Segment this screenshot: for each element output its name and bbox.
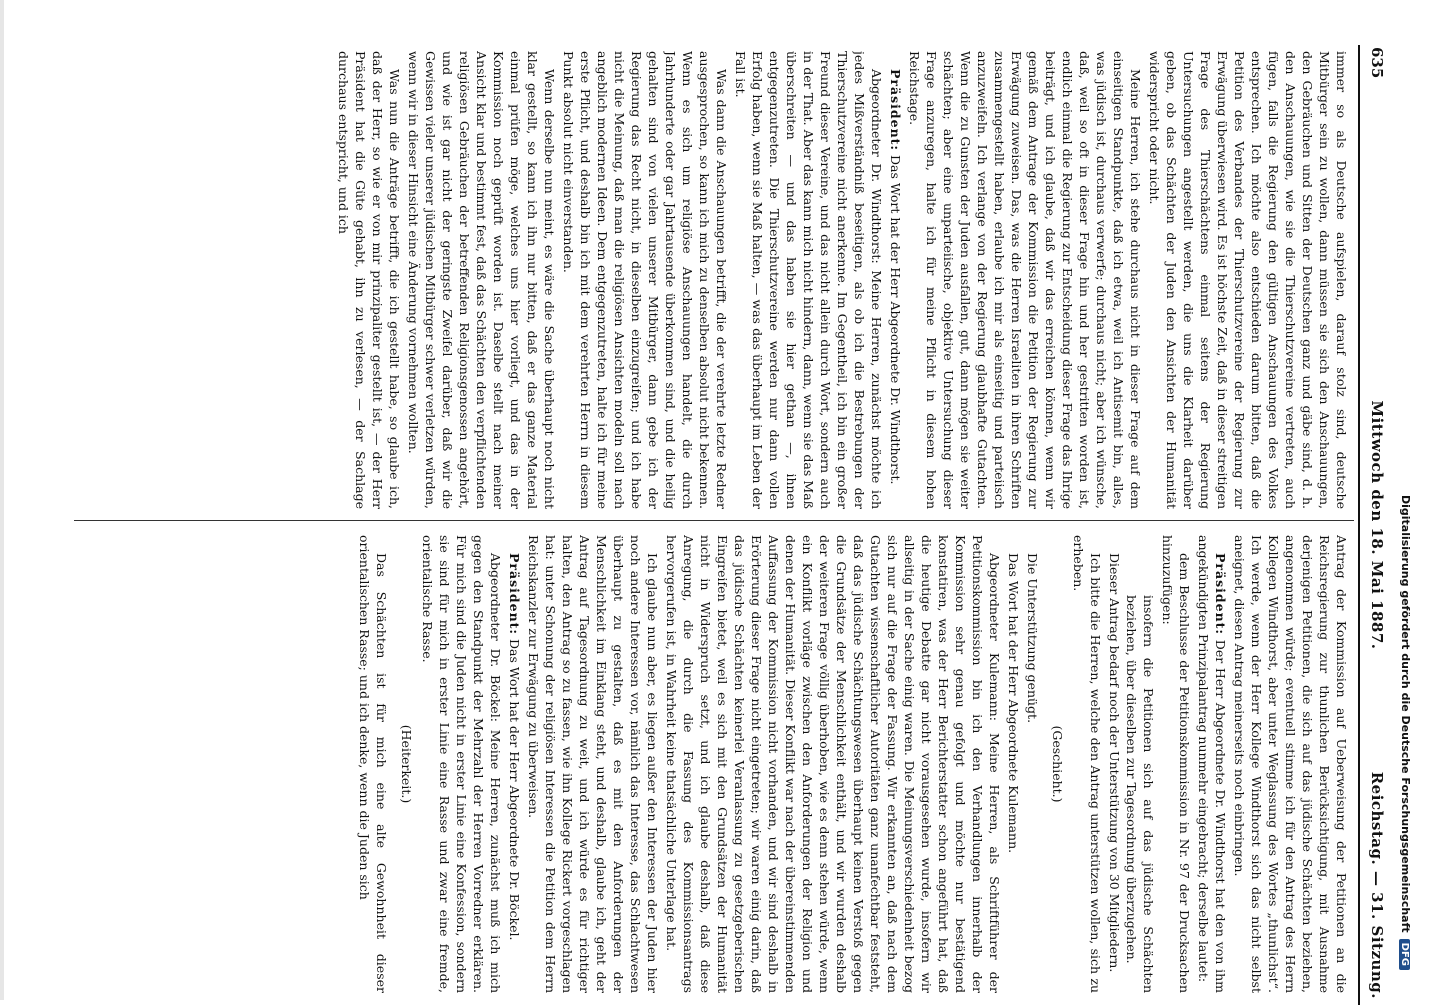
paragraph: Ich glaube nun aber, es liegen außer den Interessen der Juden hier noch andere Interessen vor, nämlich das Interesse, das Schlachtwesen überhaupt zu gestalten, daß es mit den Anforderungen der Menschlichkeit im Einklang steht, und deshalb, glaube ich, geht der Antrag auf Tagesordnung zu weit, und ich würde es für richtiger halten, den Antrag so zu fassen, wie ihn Kollege Rickert vorgeschlagen hat: unter Schonung der religiösen Interessen die Petition dem Herrn Reichskanzler zur Erwägung zu überweisen. [526, 535, 660, 993]
scan-edge [0, 0, 4, 1000]
paragraph: Meine Herren, ich stehe durchaus nicht in dieser Frage auf dem einseitigen Standpunkte, daß ich etwa, weil ich Antisemit bin, alles, was jüdisch ist, durchaus verwerfe; durchaus nicht; aber ich wünsche, daß, weil so oft in dieser Frage hin und her gestritten worden ist, endlich einmal die Regierung zur Entscheidung dieser Frage das Ihrige beiträgt, und ich glaube, daß wir das erreichen können, wenn wir gemäß dem Antrage der Kommission die Petition der Regierung zur Erwägung zuweisen. Das, was die Herren Israeliten in ihren Schriften zusammengestellt haben, erlaube ich mir als einseitig und parteiisch anzuzweifeln. Ich verlange von der Regierung glaubhafte Gutachten. Wenn die zu Gunsten der Juden ausfallen, gut, dann mögen sie weiter schächten; aber eine unparteiische, objektive Untersuchung dieser Frage anzuregen, halte ich für meine Pflicht in diesem hohen Reichstage. [907, 51, 1143, 509]
paragraph: Ich bitte die Herren, welche den Antrag unterstützen wollen, sich zu erheben. [1071, 535, 1103, 993]
paragraph: Antrag der Kommission auf Ueberweisung der Petitionen an die Reichsregierung zur thunlichen Berücksichtigung, mit Ausnahme derjenigen Petitionen, die sich auf das jüdische Schächten beziehen, angenommen würde; eventuell stimme ich für den Antrag des Herrn Kollegen Windthorst, aber unter Weglassung des Wortes „thunlichst“. Ich werde, wenn der Herr Kollege Windthorst sich das nicht selbst aneignet, diesen Antrag meinerseits noch einbringen. [1232, 535, 1349, 993]
remark-text: Das Wort hat der Herr Abgeordnete Dr. Böckel. [507, 639, 522, 941]
speaker-label: Präsident: [1213, 553, 1228, 636]
paragraph: Abgeordneter Dr. Windthorst: Meine Herren, zunächst möchte ich jedes Mißverständniß beseitigen, als ob ich die Bestrebungen der Thierschutzvereine nicht anerkenne. Im Gegentheil, ich bin ein großer Freund dieser Vereine, und das nicht allein durch Wort, sondern auch in der That. Aber das kann mich nicht hindern, dann, wenn sie das Maß überschreiten — und das haben sie hier gethan —, ihnen entgegenzutreten. Die Thierschutzvereine werden nur dann vollen Erfolg haben, wenn sie Maß halten, — was das überhaupt im Leben der Fall ist. [733, 51, 884, 509]
paragraph: Das Schächten ist für mich eine alte Gewohnheit dieser orientalischen Rasse; und ich denke, wenn die Juden sich [357, 535, 389, 993]
credit-text: Digitalisierung gefördert durch die Deutsche Forschungsgemeinschaft [1399, 494, 1412, 933]
reaction: (Geschieht.) [1050, 725, 1065, 803]
session-line: Reichstag. — 31. Sitzung. [1368, 771, 1386, 999]
paragraph: Die Unterstützung genügt. [1025, 553, 1040, 724]
dfg-logo: DFG [1399, 939, 1410, 970]
paragraph: Was dann die Anschauungen betrifft, die der verehrte letzte Redner ausgesprochen, so kann ich mich zu denselben absolut nicht bekennen. Wenn es sich um religiöse Anschauungen handelt, die durch Jahrhunderte oder gar Jahrtausende überkommen sind, und die heilig gehalten sind von vielen unserer Mitbürger, dann gebe ich der Regierung das Recht nicht, in dieselben einzugreifen; und ich habe nicht die Meinung, daß man die religiösen Ansichten modeln soll nach angeblich modernen Ideen. Dem entgegenzutreten, halte ich für meine erste Pflicht, und deshalb bin ich mit dem verehrten Herrn in diesem Punkt absolut nicht einverstanden. [561, 51, 729, 509]
header-rule [1358, 45, 1360, 1005]
remark-text: Das Wort hat der Herr Abgeordnete Dr. Windthorst. [888, 155, 903, 485]
paragraph: Das Wort hat der Herr Abgeordnete Kulemann. [1006, 553, 1021, 854]
document-page [50, 45, 1390, 1005]
president-remark [1195, 535, 1229, 993]
date-line: Mittwoch den 18. Mai 1887. [1368, 400, 1386, 650]
paragraph: Was nun die Anträge betrifft, die ich gestellt habe, so glaube ich, daß der Herr, so wie er von mir prinzipaliter gestellt ist, — der Herr Präsident hat die Güte gehabt, ihn zu verlesen, — der Sachlage durchaus entspricht, und ich [336, 51, 402, 509]
right-column [80, 535, 1350, 993]
page-number: 635 [1368, 47, 1386, 79]
column-divider [74, 520, 1354, 521]
remark-text: Der Herr Abgeordnete Dr. Windthorst hat den von ihm angekündigten Prinzipalantrag nunmehr eingebracht; derselbe lautet: [1196, 535, 1228, 993]
digitization-credit [1399, 70, 1412, 970]
president-remark [887, 51, 904, 509]
motion-intro: dem Beschlusse der Petitionskommission in Nr. 97 der Drucksachen hinzuzufügen: [1160, 535, 1192, 993]
paragraph: Abgeordneter Kulemann: Meine Herren, als Schriftführer der Petitionskommission bin ich den Verhandlungen innerhalb der Kommission sehr genau gefolgt und möchte nur bestätigend konstatiren, was der Herr Berichterstatter schon angeführt hat, daß die heutige Debatte gar nicht vorausgesehen wurde, insofern wir allseitig in der Sache einig waren. Die Meinungsverschiedenheit bezog sich nur auf die Frage der Fassung. Wir erkannten an, daß nach dem Gutachten wissenschaftlicher Autoritäten ganz unanfechtbar feststeht, daß das jüdische Schächtungswesen überhaupt keinen Verstoß gegen die Grundsätze der Menschlichkeit enthält, und wir wurden deshalb der weiteren Frage völlig überhoben, wie es denn stehen würde, wenn ein Konflikt vorläge zwischen den Anforderungen der Religion und denen der Humanität. Dieser Konflikt war nach der übereinstimmenden Auffassung der Kommission nicht vorhanden, und wir sind deshalb in Erörterung dieser Frage nicht eingetreten; wir waren einig darin, daß das jüdische Schächten keinerlei Veranlassung zu gesetzgeberischen Eingreifen bietet, weil es sich mit den Grundsätzen der Humanität nicht in Widerspruch setzt, und ich glaube deshalb, daß diese Anregung, die durch die Fassung des Kommissionsantrags hervorgerufen ist, in Wahrheit keine thatsächliche Unterlage hat. [664, 535, 1002, 993]
reaction: (Heiterkeit.) [399, 724, 414, 804]
paragraph: immer so als Deutsche aufspielen, darauf stolz sind, deutsche Mitbürger sein zu wollen, dann müssen sie sich den Anschauungen, den Gebräuchen und Sitten der Deutschen ganz und gäbe sind, d. h. den Anschauungen, wie sie die Thierschutzvereine vertreten, auch fügen, falls die Regierung den gültigen Anschauungen des Volkes entsprechen. Ich möchte also entschieden darum bitten, daß die Petition des Verbandes der Thierschutzvereine der Regierung zur Erwägung überwiesen wird. Es ist höchste Zeit, daß in dieser streitigen Frage des Thierschächtens einmal seitens der Regierung Untersuchungen angestellt werden, die uns die Klarheit darüber geben, ob das Schächten der Juden den Ansichten der Humanität widerspricht oder nicht. [1147, 51, 1349, 509]
paragraph: Wenn derselbe nun meint, es wäre die Sache überhaupt noch nicht klar gestellt, so kann ich ihn nur bitten, daß er das ganze Material einmal prüfen möge, welches uns hier vorliegt, und das in der Kommission noch geprüft worden ist. Daselbe stellt nach meiner Ansicht klar und bestimmt fest, daß das Schächten den verpflichtenden religiösen Gebräuchen der betreffenden Religionsgenossen angehört, und wie ist gar nicht der geringste Zweifel darüber, daß wir die Gewissen vieler unserer jüdischen Mitbürger schwer verletzen würden, wenn wir in dieser Hinsicht eine Änderung vornehmen wollten. [406, 51, 557, 509]
page-header [1364, 45, 1390, 1005]
paragraph: Abgeordneter Dr. Böckel: Meine Herren, zunächst muß ich mich gegen den Standpunkt der Mehrzahl der Herren Vorredner erklären. Für mich sind die Juden nicht in erster Linie eine Konfession, sondern sie sind für mich in erster Linie eine Rasse und zwar eine fremde, orientalische Rasse. [420, 535, 503, 993]
speaker-label: Präsident: [507, 553, 522, 636]
paragraph: Dieser Antrag bedarf noch der Unterstützung von 30 Mitgliedern. [1107, 553, 1122, 973]
left-column [80, 51, 1350, 509]
speaker-label: Präsident: [888, 69, 903, 152]
motion-text: insofern die Petitionen sich auf das jüdische Schächten beziehen, über dieselben zur Tagesordnung überzugehen. [1124, 595, 1156, 993]
president-remark [506, 535, 523, 993]
